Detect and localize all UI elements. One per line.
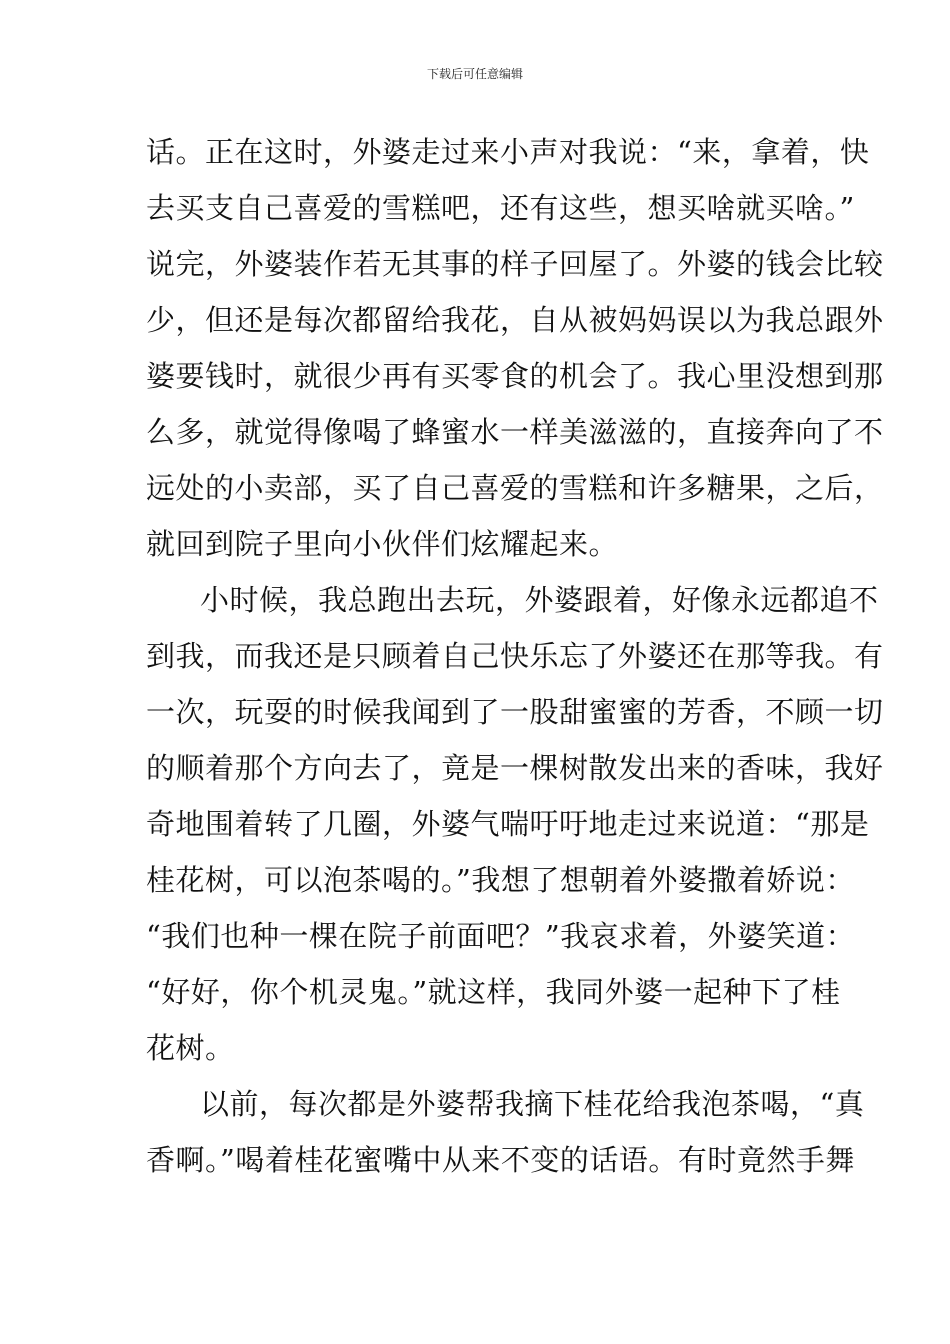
text-line: 到我，而我还是只顾着自己快乐忘了外婆还在那等我。有 <box>146 639 884 673</box>
body-text <box>146 130 884 1194</box>
text-line: 么多，就觉得像喝了蜂蜜水一样美滋滋的，直接奔向了不 <box>146 415 884 449</box>
text-line: 远处的小卖部，买了自己喜爱的雪糕和许多糖果，之后， <box>146 471 884 505</box>
text-line: 奇地围着转了几圈，外婆气喘吁吁地走过来说道：“那是 <box>146 807 870 841</box>
text-line: “好好，你个机灵鬼。”就这样，我同外婆一起种下了桂 <box>146 975 841 1009</box>
text-line: 婆要钱时，就很少再有买零食的机会了。我心里没想到那 <box>146 359 884 393</box>
text-line: 说完，外婆装作若无其事的样子回屋了。外婆的钱会比较 <box>146 247 884 281</box>
text-line: 桂花树，可以泡茶喝的。”我想了想朝着外婆撒着娇说： <box>146 863 855 897</box>
text-line: 以前，每次都是外婆帮我摘下桂花给我泡茶喝，“真 <box>200 1087 865 1121</box>
text-line: 话。正在这时，外婆走过来小声对我说：“来，拿着，快 <box>146 135 870 169</box>
text-line: 少，但还是每次都留给我花，自从被妈妈误以为我总跟外 <box>146 303 884 337</box>
text-line: 香啊。”喝着桂花蜜嘴中从来不变的话语。有时竟然手舞 <box>146 1143 855 1177</box>
text-line: “我们也种一棵在院子前面吧？”我哀求着，外婆笑道： <box>146 919 856 953</box>
paragraph-2 <box>146 578 884 1082</box>
page-header: 下载后可任意编辑 <box>426 67 523 81</box>
text-line: 小时候，我总跑出去玩，外婆跟着，好像永远都追不 <box>200 583 879 617</box>
text-line: 去买支自己喜爱的雪糕吧，还有这些，想买啥就买啥。” <box>146 191 855 225</box>
text-line: 一次，玩耍的时候我闻到了一股甜蜜蜜的芳香，不顾一切 <box>146 695 884 729</box>
paragraph-3 <box>146 1082 865 1194</box>
text-line: 就回到院子里向小伙伴们炫耀起来。 <box>146 527 619 561</box>
text-line: 的顺着那个方向去了，竟是一棵树散发出来的香味，我好 <box>146 751 884 785</box>
paragraph-1 <box>146 130 884 578</box>
text-line: 花树。 <box>146 1031 235 1065</box>
